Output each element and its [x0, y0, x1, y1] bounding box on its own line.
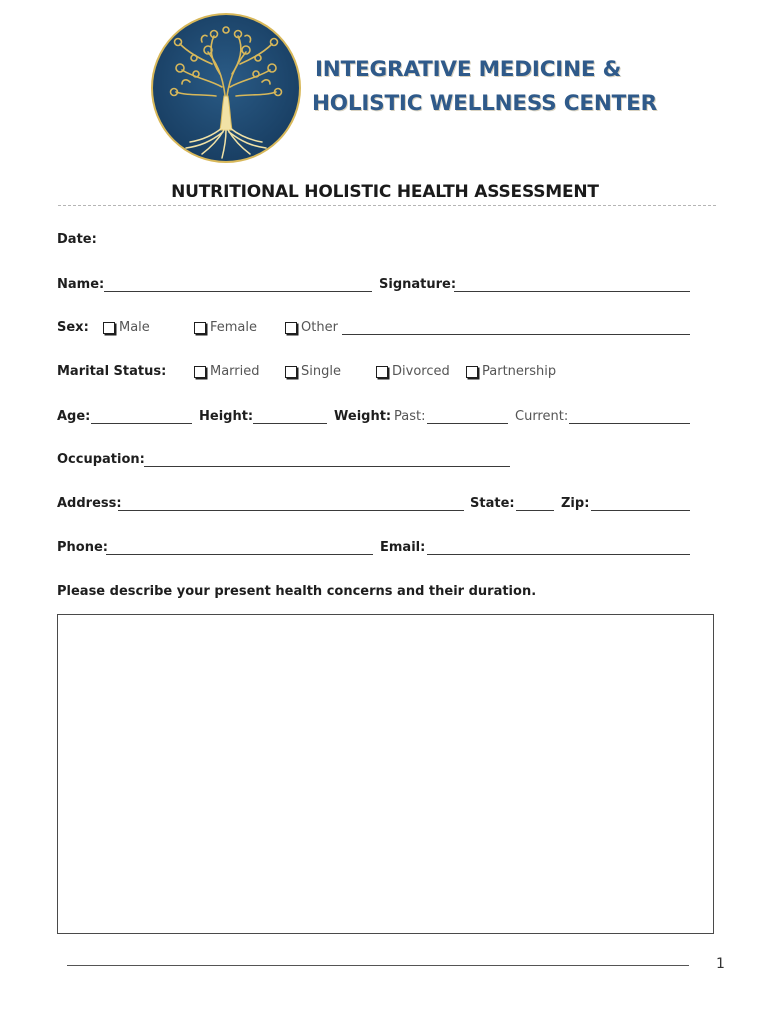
sex-option-female[interactable]: [194, 320, 257, 335]
marital-option-married[interactable]: [194, 364, 260, 379]
zip-field[interactable]: [591, 494, 690, 510]
tree-of-life-icon: [150, 12, 302, 164]
height-field[interactable]: [253, 407, 327, 423]
sex-other-underline: [342, 334, 690, 335]
age-field[interactable]: [91, 407, 192, 423]
height-underline: [253, 423, 327, 424]
brand-name-line1: INTEGRATIVE MEDICINE &: [315, 57, 622, 82]
checkbox-icon[interactable]: [285, 322, 297, 334]
checkbox-icon[interactable]: [194, 322, 206, 334]
weight-past-label: Past:: [394, 409, 426, 424]
zip-underline: [591, 510, 690, 511]
name-label: Name:: [57, 277, 105, 292]
height-label: Height:: [199, 409, 254, 424]
marital-option-label: Single: [301, 364, 341, 379]
brand-name-line2: HOLISTIC WELLNESS CENTER: [312, 91, 657, 116]
marital-option-label: Partnership: [482, 364, 557, 379]
sex-option-label: Other: [301, 320, 338, 335]
page-number: 1: [716, 956, 725, 972]
sex-option-male[interactable]: [103, 320, 150, 335]
tree-of-life-logo: [150, 12, 302, 164]
address-field[interactable]: [118, 494, 464, 510]
checkbox-icon[interactable]: [376, 366, 388, 378]
marital-option-partnership[interactable]: [466, 364, 556, 379]
state-label: State:: [470, 496, 515, 511]
sex-option-label: Male: [119, 320, 150, 335]
marital-option-label: Married: [210, 364, 260, 379]
signature-underline: [454, 291, 690, 292]
occupation-label: Occupation:: [57, 452, 145, 467]
marital-status-label: Marital Status:: [57, 364, 167, 379]
checkbox-icon[interactable]: [285, 366, 297, 378]
state-underline: [516, 510, 554, 511]
address-underline: [118, 510, 464, 511]
weight-current-field[interactable]: [569, 407, 690, 423]
zip-label: Zip:: [561, 496, 590, 511]
signature-field[interactable]: [454, 275, 690, 291]
weight-past-underline: [427, 423, 508, 424]
phone-underline: [106, 554, 373, 555]
date-field[interactable]: [100, 232, 350, 248]
form-title: NUTRITIONAL HOLISTIC HEALTH ASSESSMENT: [171, 182, 599, 202]
sex-other-field[interactable]: [342, 318, 690, 334]
title-divider: [58, 205, 716, 206]
checkbox-icon[interactable]: [103, 322, 115, 334]
checkbox-icon[interactable]: [466, 366, 478, 378]
sex-option-label: Female: [210, 320, 258, 335]
health-concerns-textarea[interactable]: [57, 614, 714, 934]
email-field[interactable]: [427, 538, 690, 554]
health-concerns-prompt: Please describe your present health concerns and their duration.: [57, 584, 537, 599]
weight-current-underline: [569, 423, 690, 424]
phone-label: Phone:: [57, 540, 108, 555]
email-label: Email:: [380, 540, 426, 555]
email-underline: [427, 554, 690, 555]
footer-divider: [67, 965, 689, 966]
name-underline: [104, 291, 372, 292]
state-field[interactable]: [516, 494, 554, 510]
weight-label: Weight:: [334, 409, 392, 424]
name-field[interactable]: [104, 275, 372, 291]
marital-option-divorced[interactable]: [376, 364, 450, 379]
sex-label: Sex:: [57, 320, 89, 335]
marital-option-single[interactable]: [285, 364, 341, 379]
occupation-underline: [144, 466, 510, 467]
phone-field[interactable]: [106, 538, 373, 554]
marital-option-label: Divorced: [392, 364, 450, 379]
age-label: Age:: [57, 409, 91, 424]
occupation-field[interactable]: [144, 450, 510, 466]
age-underline: [91, 423, 192, 424]
weight-current-label: Current:: [515, 409, 569, 424]
address-label: Address:: [57, 496, 122, 511]
date-label: Date:: [57, 232, 97, 247]
weight-past-field[interactable]: [427, 407, 508, 423]
sex-option-other[interactable]: [285, 320, 338, 335]
checkbox-icon[interactable]: [194, 366, 206, 378]
signature-label: Signature:: [379, 277, 457, 292]
